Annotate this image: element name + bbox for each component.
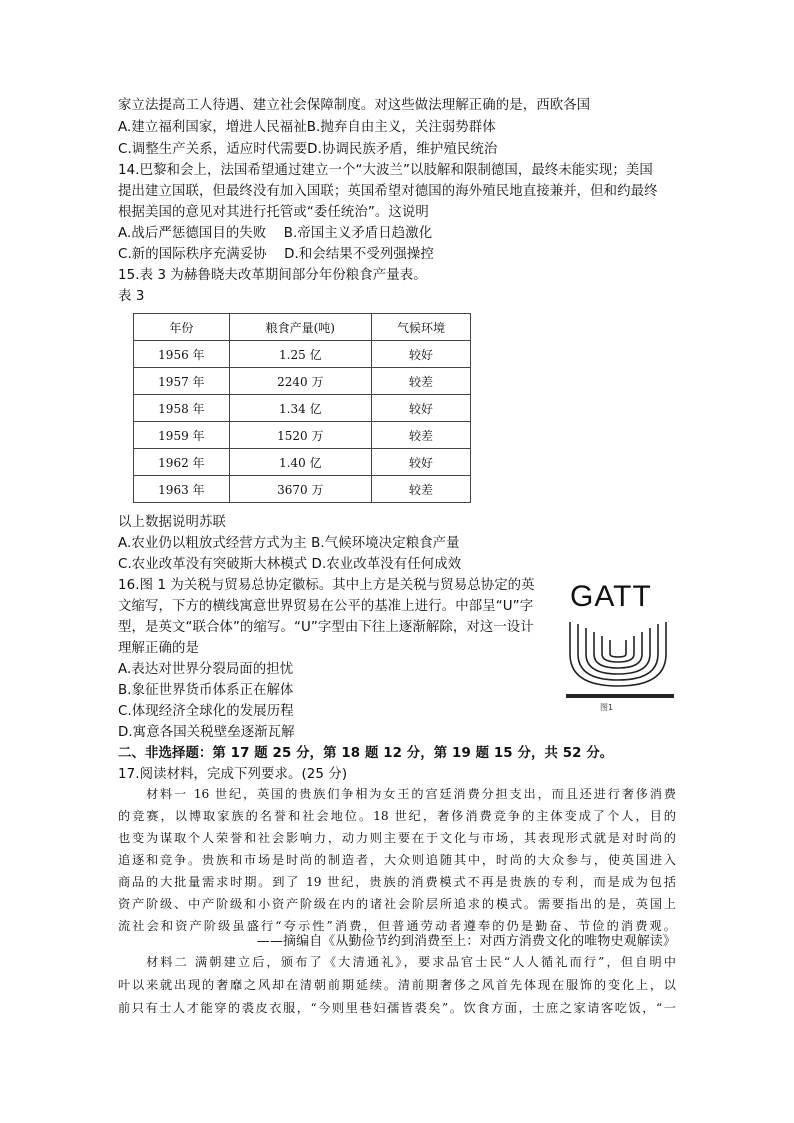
header-output: 粮食产量(吨) <box>229 314 371 341</box>
table-row <box>134 341 471 368</box>
material-line: 资产阶级、中产阶级和小资产阶级在内的诸社会阶层所追求的模式。需要指出的是，英国上 <box>118 897 676 911</box>
cell-output: 1.25 亿 <box>229 341 371 368</box>
material-line: 材料二 满朝建立后，颁布了《大清通礼》，要求品官士民“人人循礼而行”，但自明中 <box>146 955 676 969</box>
cell-output: 3670 万 <box>229 476 371 503</box>
material-line: 也变为谋取个人荣誉和社会影响力，动力则主要在于文化与市场，其表现形式就是对时尚的 <box>118 831 676 845</box>
q14-stem-line: 提出建立国联，但最终没有加入国联；英国希望对德国的海外殖民地直接兼并，但和约最终 <box>118 184 658 199</box>
cell-output: 1.40 亿 <box>229 449 371 476</box>
grain-output-table <box>133 313 471 503</box>
figure-caption: 图1 <box>600 703 614 712</box>
q14-stem-line: 14.巴黎和会上，法国希望通过建立一个“大波兰”以肢解和限制德国，最终未能实现；美国 <box>118 163 653 178</box>
q16-option-a: A.表达对世界分裂局面的担忧 <box>118 662 294 677</box>
cell-year: 1959 年 <box>134 422 230 449</box>
q15-conclusion-stem: 以上数据说明苏联 <box>118 515 226 530</box>
material-line: 商品的大批量需求时期。到了 19 世纪，贵族的消费模式不再是贵族的专利，而是成为包括 <box>118 875 676 889</box>
material-line: 的竞赛，以博取家族的名誉和社会地位。18 世纪，奢侈消费竞争的主体变成了个人，目的 <box>118 809 676 823</box>
cell-output: 1.34 亿 <box>229 395 371 422</box>
gatt-logo-text: GATT <box>570 580 652 613</box>
q16-stem-line: 16.图 1 为关税与贸易总协定徽标。其中上方是关税与贸易总协定的英 <box>118 578 535 593</box>
cell-year: 1962 年 <box>134 449 230 476</box>
q14-option-cd: C.新的国际秩序充满妥协 D.和会结果不受列强操控 <box>118 247 434 262</box>
cell-output: 2240 万 <box>229 368 371 395</box>
q13-option-ab: A.建立福利国家，增进人民福祉B.抛弃自由主义，关注弱势群体 <box>118 120 496 135</box>
table-header-row <box>134 314 471 341</box>
q14-option-ab: A.战后严惩德国目的失败 B.帝国主义矛盾日趋激化 <box>118 226 433 241</box>
q15-option-ab: A.农业仍以粗放式经营方式为主 B.气候环境决定粮食产量 <box>118 536 460 551</box>
q14-stem-line: 根据美国的意见对其进行托管或“委任统治”。这说明 <box>118 205 429 220</box>
cell-year: 1957 年 <box>134 368 230 395</box>
q16-option-b: B.象征世界货币体系正在解体 <box>118 683 294 698</box>
cell-climate: 较好 <box>371 449 470 476</box>
cell-year: 1958 年 <box>134 395 230 422</box>
material-line: 材料一 16 世纪，英国的贵族们争相为女王的宫廷消费分担支出，而且还进行奢侈消费 <box>146 787 676 801</box>
gatt-u-emblem-icon <box>560 614 680 724</box>
material-source: ——摘编自《从勤俭节约到消费至上：对西方消费文化的唯物史观解读》 <box>256 934 676 949</box>
q15-option-cd: C.农业改革没有突破斯大林模式 D.农业改革没有任何成效 <box>118 557 462 572</box>
cell-climate: 较好 <box>371 341 470 368</box>
table-row <box>134 395 471 422</box>
q13-option-cd: C.调整生产关系，适应时代需要D.协调民族矛盾，维护殖民统治 <box>118 142 498 157</box>
cell-climate: 较差 <box>371 368 470 395</box>
cell-output: 1520 万 <box>229 422 371 449</box>
q16-stem-line: 型，是英文“联合体”的缩写。“U”字型由下往上逐渐解除，对这一设计 <box>118 620 534 635</box>
cell-year: 1956 年 <box>134 341 230 368</box>
cell-climate: 较好 <box>371 395 470 422</box>
material-line: 流社会和资产阶级虽盛行“夸示性”消费，但普通劳动者遵奉的仍是勤奋、节俭的消费观。 <box>118 919 676 933</box>
q16-option-d: D.寓意各国关税壁垒逐渐瓦解 <box>118 725 295 740</box>
section-heading: 二、非选择题：第 17 题 25 分，第 18 题 12 分，第 19 题 15 分，共 52 分。 <box>118 746 614 761</box>
header-climate: 气候环境 <box>371 314 470 341</box>
header-year: 年份 <box>134 314 230 341</box>
q16-stem-line: 理解正确的是 <box>118 641 199 656</box>
table-label: 表 3 <box>118 289 145 304</box>
table-row <box>134 422 471 449</box>
cell-climate: 较差 <box>371 476 470 503</box>
gatt-logo-figure <box>560 578 680 712</box>
cell-year: 1963 年 <box>134 476 230 503</box>
q16-option-c: C.体现经济全球化的发展历程 <box>118 704 294 719</box>
q17-stem: 17.阅读材料，完成下列要求。(25 分) <box>118 767 348 782</box>
material-line: 前只有士人才能穿的裘皮衣服，“今则里巷妇孺皆裘矣”。饮食方面，士庶之家请客吃饭，“一 <box>118 1001 676 1015</box>
table-row <box>134 476 471 503</box>
q16-stem-line: 文缩写，下方的横线寓意世界贸易在公平的基准上进行。中部呈“U”字 <box>118 599 534 614</box>
table-row <box>134 368 471 395</box>
q13-stem-tail: 家立法提高工人待遇、建立社会保障制度。对这些做法理解正确的是，西欧各国 <box>118 98 591 113</box>
table-row <box>134 449 471 476</box>
material-line: 追逐和竞争。贵族和市场是时尚的制造者，大众则追随其中，时尚的大众参与，使英国进入 <box>118 853 676 867</box>
material-line: 叶以来就出现的奢靡之风却在清朝前期延续。清前期奢侈之风首先体现在服饰的变化上，以 <box>118 978 676 992</box>
q15-stem: 15.表 3 为赫鲁晓夫改革期间部分年份粮食产量表。 <box>118 268 427 283</box>
cell-climate: 较差 <box>371 422 470 449</box>
